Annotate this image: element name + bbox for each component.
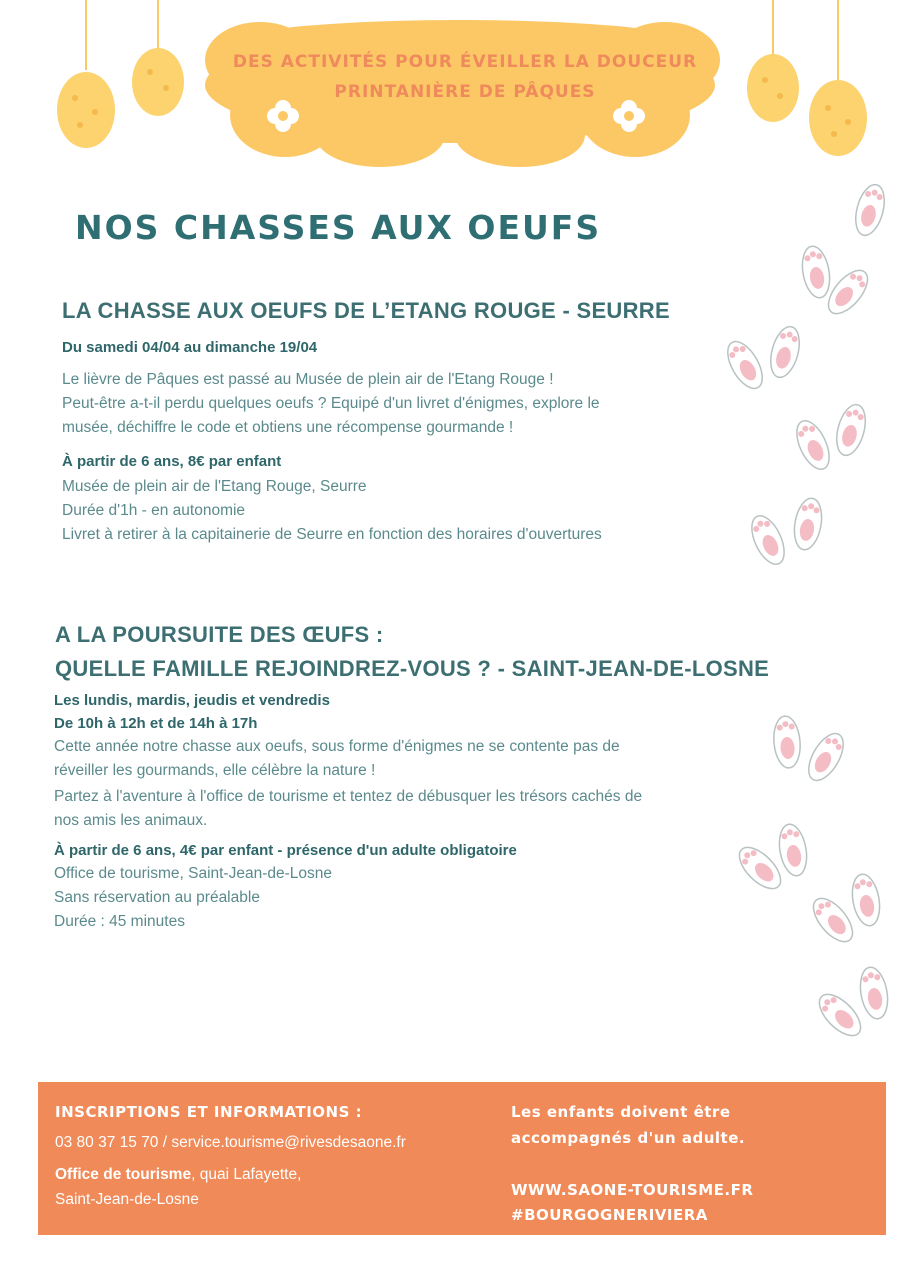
footer-office bbox=[55, 1166, 301, 1184]
footer-hashtag: #BOURGOGNERIVIERA bbox=[511, 1206, 708, 1224]
footer-office-address: , quai Lafayette, bbox=[191, 1166, 302, 1183]
hanging-egg-icon bbox=[747, 0, 799, 122]
section2-desc-line: nos amis les animaux. bbox=[54, 812, 208, 829]
footer-notice-line2: accompagnés d'un adulte. bbox=[511, 1129, 746, 1147]
paw-print-icon bbox=[776, 822, 811, 878]
section2-detail: Durée : 45 minutes bbox=[54, 913, 185, 930]
paw-print-icon bbox=[790, 416, 836, 474]
footer-office-name: Office de tourisme bbox=[55, 1166, 192, 1183]
section2-desc-line: réveiller les gourmands, elle célèbre la nature ! bbox=[54, 762, 376, 779]
section2-hours: De 10h à 12h et de 14h à 17h bbox=[54, 715, 258, 732]
paw-print-icon bbox=[832, 402, 871, 459]
section1-detail: Musée de plein air de l'Etang Rouge, Seurre bbox=[62, 478, 367, 495]
info-footer bbox=[38, 1082, 886, 1235]
hanging-egg-icon bbox=[809, 0, 867, 156]
section1-desc-line: musée, déchiffre le code et obtiens une récompense gourmande ! bbox=[62, 419, 514, 436]
footer-town: Saint-Jean-de-Losne bbox=[55, 1191, 199, 1208]
section2-detail: Office de tourisme, Saint-Jean-de-Losne bbox=[54, 865, 333, 882]
page-title: NOS CHASSES AUX OEUFS bbox=[75, 208, 602, 247]
banner-line-1: DES ACTIVITÉS POUR ÉVEILLER LA DOUCEUR bbox=[232, 52, 698, 72]
section2-title-line1: A LA POURSUITE DES ŒUFS : bbox=[55, 622, 384, 647]
paw-print-icon bbox=[812, 987, 867, 1042]
section1-price: À partir de 6 ans, 8€ par enfant bbox=[62, 453, 282, 470]
section1-desc-line: Peut-être a-t-il perdu quelques oeufs ? Equipé d'un livret d'énigmes, explore le bbox=[62, 395, 600, 412]
section1-dates: Du samedi 04/04 au dimanche 19/04 bbox=[62, 339, 318, 356]
section2-detail: Sans réservation au préalable bbox=[54, 889, 260, 906]
paw-print-icon bbox=[772, 715, 802, 769]
paw-print-icon bbox=[732, 840, 787, 895]
paw-print-icon bbox=[745, 511, 791, 569]
section2-desc-line: Cette année notre chasse aux oeufs, sous forme d'énigmes ne se contente pas de bbox=[54, 738, 620, 755]
section1-title: LA CHASSE AUX OEUFS DE L’ETANG ROUGE - SEURRE bbox=[62, 298, 670, 323]
footer-notice-line1: Les enfants doivent être bbox=[511, 1103, 731, 1121]
section1-detail: Durée d'1h - en autonomie bbox=[62, 502, 246, 519]
section1-desc-line: Le lièvre de Pâques est passé au Musée de plein air de l'Etang Rouge ! bbox=[62, 371, 554, 388]
section2-title-line2: QUELLE FAMILLE REJOINDREZ-VOUS ? - SAINT-JEAN-DE-LOSNE bbox=[55, 656, 770, 681]
paw-print-icon bbox=[806, 892, 859, 949]
footer-website-link[interactable]: WWW.SAONE-TOURISME.FR bbox=[511, 1181, 754, 1199]
paw-print-icon bbox=[766, 324, 805, 381]
banner-line-2: PRINTANIÈRE DE PÂQUES bbox=[334, 82, 596, 102]
paw-print-icon bbox=[799, 244, 834, 300]
footer-heading: INSCRIPTIONS ET INFORMATIONS : bbox=[55, 1103, 363, 1121]
paw-print-icon bbox=[802, 728, 851, 786]
section1-detail: Livret à retirer à la capitainerie de Seurre en fonction des horaires d'ouvertures bbox=[62, 526, 602, 543]
paw-print-icon bbox=[721, 336, 770, 394]
paw-print-icon bbox=[851, 182, 890, 239]
hanging-egg-icon bbox=[132, 0, 184, 116]
paw-print-icon bbox=[857, 965, 892, 1021]
paw-print-icon bbox=[791, 496, 826, 552]
hanging-egg-icon bbox=[57, 0, 115, 148]
paw-print-icon bbox=[821, 264, 874, 321]
footer-contact[interactable]: 03 80 37 15 70 / service.tourisme@rivesdesaone.fr bbox=[55, 1134, 406, 1151]
paw-print-icon bbox=[849, 872, 884, 928]
section2-days: Les lundis, mardis, jeudis et vendredis bbox=[54, 692, 330, 709]
section2-desc-line: Partez à l'aventure à l'office de tourisme et tentez de débusquer les trésors cachés de bbox=[54, 788, 643, 805]
section2-price: À partir de 6 ans, 4€ par enfant - présence d'un adulte obligatoire bbox=[54, 842, 517, 859]
